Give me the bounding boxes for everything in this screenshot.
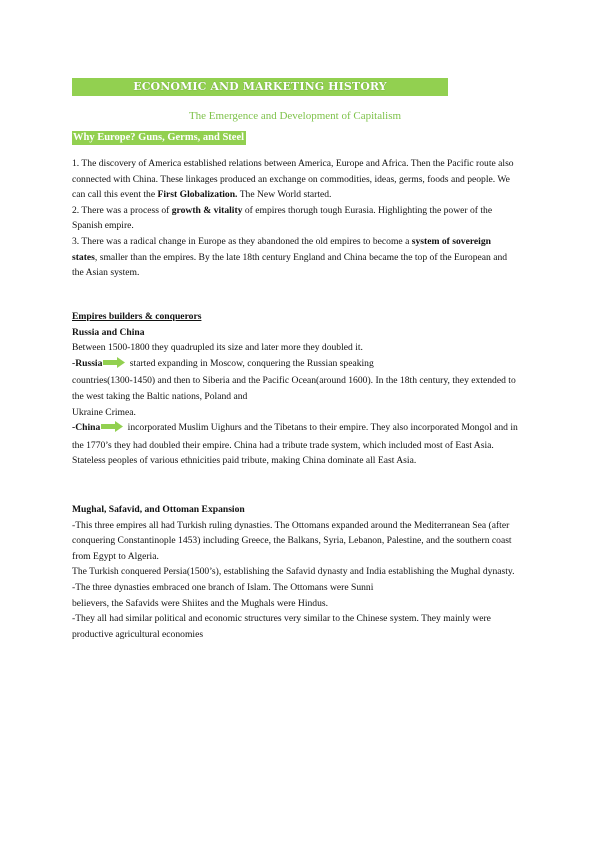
section-mughal-safavid-ottoman <box>72 502 518 642</box>
bold-term: growth & vitality <box>171 204 243 216</box>
document-title-banner: ECONOMIC AND MARKETING HISTORY <box>72 78 448 96</box>
section-heading-empires-builders: Empires builders & conquerors <box>72 311 202 322</box>
paragraph: Ukraine Crimea. <box>72 406 136 418</box>
paragraph <box>72 234 518 281</box>
paragraph-text: The New World started. <box>237 189 332 201</box>
paragraph-text: , smaller than the empires. By the late 18th century England and China became the top of the European and the Asian system. <box>72 251 508 279</box>
paragraph: -The three dynasties embraced one branch of Islam. The Ottomans were Sunni <box>72 581 374 593</box>
section-heading-why-europe: Why Europe? Guns, Germs, and Steel <box>73 132 245 143</box>
paragraph-text: incorporated Muslim Uighurs and the Tibetans to their empire. They also incorporated Mongol and in the 1770’s they had doubled their empire. China had a tribute trade system, which included most of East Asia. Stateless peoples of various ethnicities paid tribute, making China dominate all East Asia. <box>72 422 518 467</box>
paragraph: believers, the Safavids were Shiites and the Mughals were Hindus. <box>72 597 329 609</box>
paragraph-china <box>72 420 518 469</box>
bold-term: First Globalization. <box>157 189 238 201</box>
bold-term: -China <box>72 422 101 434</box>
paragraph: -They all had similar political and economic structures very similar to the Chinese system. They mainly were productive agricultural economies <box>72 613 491 640</box>
document-subtitle: The Emergence and Development of Capitalism <box>188 110 402 122</box>
paragraph: Between 1500-1800 they quadrupled its size and later more they doubled it. <box>72 342 363 354</box>
subheading-russia-china: Russia and China <box>72 326 145 338</box>
paragraph <box>72 156 518 203</box>
paragraph-text: started expanding in Moscow, conquering the Russian speaking <box>129 357 374 369</box>
section-empires-builders <box>72 309 518 469</box>
paragraph <box>72 203 518 234</box>
paragraph-text: 2. There was a process of <box>72 204 172 216</box>
paragraph-russia <box>72 356 518 374</box>
paragraph-text: of empires thorugh tough Eurasia. Highlighting the power of the Spanish empire. <box>72 204 493 232</box>
paragraph-text: 1. The discovery of America established relations between America, Europe and Africa. Then the Pacific route also connected with China. These linkages produced an exchange on commodities, ideas, germs, foods and people. We can call this event the <box>72 158 514 201</box>
paragraph: -This three empires all had Turkish ruling dynasties. The Ottomans expanded around the Mediterranean Sea (after conquering Constantinople 1453) including Greece, the Balkans, Syria, Lebanon, Palestine, and the southern coast from Egypt to Algeria. <box>72 519 512 562</box>
section-why-europe-body <box>72 156 518 281</box>
bold-term: system of sovereign states <box>72 235 491 263</box>
right-arrow-icon <box>103 357 125 374</box>
paragraph: The Turkish conquered Persia(1500’s), establishing the Safavid dynasty and India establishing the Mughal dynasty. <box>72 566 515 578</box>
paragraph: countries(1300-1450) and then to Siberia and the Pacific Ocean(around 1600). In the 18th century, they extended to the west taking the Baltic nations, Poland and <box>72 375 516 402</box>
paragraph-text: 3. There was a radical change in Europe as they abandoned the old empires to become a <box>72 235 412 247</box>
section-heading-mughal-safavid-ottoman: Mughal, Safavid, and Ottoman Expansion <box>72 504 245 515</box>
bold-term: -Russia <box>72 357 103 369</box>
right-arrow-icon <box>101 421 123 438</box>
